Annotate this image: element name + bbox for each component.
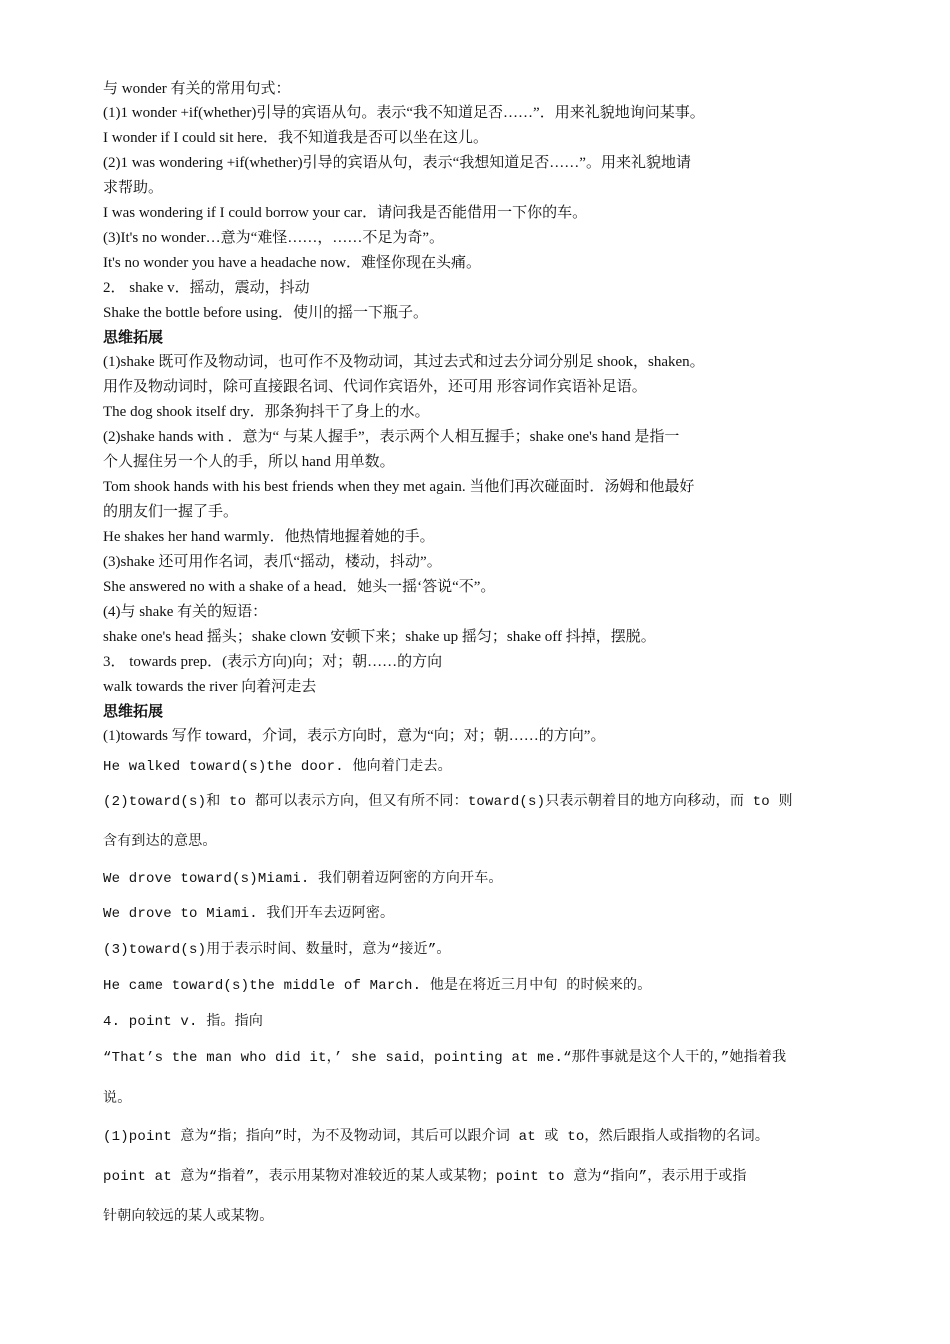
entry-towards-heading: 3． towards prep．(表示方向)向；对；朝……的方向 (103, 654, 443, 670)
point-note-1-cont-2: 针朝向较远的某人或某物。 (103, 1209, 274, 1225)
shake-note-1: (1)shake 既可作及物动词，也可作不及物动词，其过去式和过去分词分别足 shook，shaken。 (103, 354, 705, 370)
wonder-pattern-2-cont: 求帮助。 (103, 180, 164, 196)
entry-point-heading: 4. point v. 指。指向 (103, 1014, 264, 1030)
towards-note-2: (2)toward(s)和 to 都可以表示方向，但又有所不同：toward(s)只表示朝着目的地方向移动，而 to 则 (103, 794, 793, 810)
wonder-pattern-2: (2)1 was wondering +if(whether)引导的宾语从句，表示“我想知道足否……”。用来礼貌地请 (103, 155, 691, 171)
wonder-pattern-3: (3)It's no wonder…意为“难怪……，……不足为奇”。 (103, 230, 444, 246)
shake-note-1-example: The dog shook itself dry．那条狗抖干了身上的水。 (103, 404, 430, 420)
wonder-example-1: I wonder if I could sit here．我不知道我是否可以坐在这儿。 (103, 130, 488, 146)
entry-shake-heading: 2． shake v．摇动，震动，抖动 (103, 280, 310, 296)
shake-note-2-example: Tom shook hands with his best friends when they met again. 当他们再次碰面时．汤姆和他最好 (103, 479, 695, 495)
point-note-1: (1)point 意为“指；指向”时，为不及物动词，其后可以跟介词 at 或 to，然后跟指人或指物的名词。 (103, 1129, 770, 1145)
shake-note-2-example-cont: 的朋友们一握了手。 (103, 504, 239, 520)
shake-note-3: (3)shake 还可用作名词，表爪“摇动，楼动，抖动”。 (103, 554, 442, 570)
wonder-pattern-1: (1)1 wonder +if(whether)引导的宾语从句。表示“我不知道足否……”．用来礼貌地询问某事。 (103, 105, 705, 121)
shake-phrases: shake one's head 摇头；shake clown 安顿下来；shake up 摇匀；shake off 抖掉，摆脱。 (103, 629, 656, 645)
shake-note-2-example-2: He shakes her hand warmly．他热情地握着她的手。 (103, 529, 435, 545)
shake-note-4: (4)与 shake 有关的短语： (103, 604, 268, 620)
towards-note-1: (1)towards 写作 toward，介词，表示方向时，意为“向；对；朝……的方向”。 (103, 728, 606, 744)
towards-note-2-example-1: We drove toward(s)Miami. 我们朝着迈阿密的方向开车。 (103, 871, 503, 887)
section-thinking-expansion-2: 思维拓展 (103, 704, 164, 720)
shake-note-2-cont: 个人握住另一个人的手，所以 hand 用单数。 (103, 454, 395, 470)
point-example: “That’s the man who did it，’ she said，pointing at me.“那件事就是这个人干的，”她指着我 (103, 1050, 787, 1066)
wonder-example-3: It's no wonder you have a headache now．难怪你现在头痛。 (103, 255, 482, 271)
shake-example: Shake the bottle before using．使川的摇一下瓶子。 (103, 305, 428, 321)
towards-note-3: (3)toward(s)用于表示时间、数量时，意为“接近”。 (103, 942, 451, 958)
point-note-1-cont: point at 意为“指着”，表示用某物对准较近的某人或某物；point to 意为“指向”，表示用于或指 (103, 1169, 747, 1185)
wonder-example-2: I was wondering if I could borrow your car．请问我是否能借用一下你的车。 (103, 205, 588, 221)
point-example-cont: 说。 (103, 1091, 132, 1107)
towards-example: walk towards the river 向着河走去 (103, 679, 317, 695)
towards-note-2-example-2: We drove to Miami. 我们开车去迈阿密。 (103, 906, 395, 922)
towards-note-3-example: He came toward(s)the middle of March. 他是在将近三月中旬 的时候来的。 (103, 978, 652, 994)
section-thinking-expansion: 思维拓展 (103, 330, 164, 346)
shake-note-3-example: She answered no with a shake of a head．她头一摇‘答说“不”。 (103, 579, 496, 595)
towards-note-1-example: He walked toward(s)the door. 他向着门走去。 (103, 759, 452, 775)
shake-note-1-cont: 用作及物动词时，除可直接跟名词、代词作宾语外，还可用 形容词作宾语补足语。 (103, 379, 647, 395)
shake-note-2: (2)shake hands with ．意为“ 与某人握手”，表示两个人相互握手；shake one's hand 是指一 (103, 429, 680, 445)
intro-heading-wonder: 与 wonder 有关的常用句式： (103, 81, 291, 97)
towards-note-2-cont: 含有到达的意思。 (103, 834, 217, 850)
